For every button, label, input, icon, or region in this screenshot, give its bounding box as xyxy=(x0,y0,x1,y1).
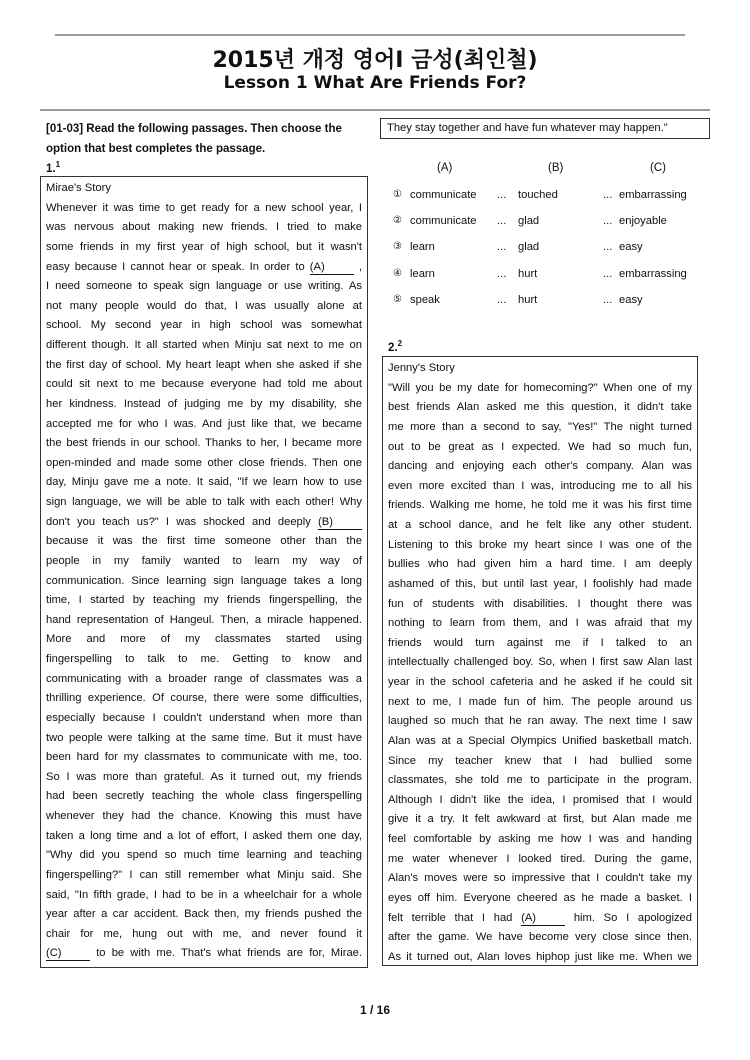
instructions: [01-03] Read the following passages. Then choose the option that best completes the passage. xyxy=(46,123,342,155)
text-line: thrilling experience. Of course, there were some difficulties, xyxy=(46,692,362,705)
text-line: Listening to this broke my heart since I was one of the xyxy=(388,538,692,551)
text-line xyxy=(46,944,362,964)
text-line: Since my teacher knew that I had bullied some xyxy=(388,754,692,767)
text-line xyxy=(388,909,692,929)
text-line: chair for me, hung out with me, and never found it xyxy=(46,927,362,940)
text-line: Whenever it was time to get ready for a new school year, I xyxy=(46,201,362,214)
ellipsis: ... xyxy=(603,293,613,306)
text-line: not many people would do that, I was usually alone at xyxy=(46,299,362,312)
option-header-b: (B) xyxy=(548,162,564,174)
option-a: speak xyxy=(410,293,440,306)
text-line: different though. It all started when Minju sat next to me on xyxy=(46,339,362,351)
text-line: communication. Since learning sign language takes a long xyxy=(46,574,362,587)
text-line: time, I started by teaching my friends fingerspelling, the xyxy=(46,594,362,607)
ellipsis: ... xyxy=(603,241,613,254)
option-a: learn xyxy=(410,241,435,254)
option-b: hurt xyxy=(518,267,538,280)
passage-continuation-box xyxy=(380,118,710,139)
option-header-c: (C) xyxy=(650,162,666,174)
text-line: Alan's moves were so impressive that I couldn't take my xyxy=(388,872,692,885)
text-line: could sit next to me because everyone had told me about xyxy=(46,378,362,391)
text-line: "Why did you spend so much time learning and teaching xyxy=(46,849,362,862)
answer-blank: (B) xyxy=(318,515,362,530)
footnote-marker: 1 xyxy=(55,160,61,169)
line-text: to be with me. That's what friends are for, Mirae. xyxy=(96,947,362,960)
ellipsis: ... xyxy=(497,267,507,280)
answer-blank: (A) xyxy=(521,911,565,926)
text-line: "Will you be my date for homecoming?" When one of my xyxy=(388,381,692,394)
question-number: 2. xyxy=(388,341,398,354)
option-c: enjoyable xyxy=(619,215,667,228)
text-line: As it turned out, Alan loves hiphop just like me. When we xyxy=(388,950,692,963)
question-1-number xyxy=(46,160,60,175)
option-number: ④ xyxy=(393,267,402,279)
text-line: her kindness. Instead of judging me by my disability, she xyxy=(46,397,362,410)
text-line: hand representation of Hangeul. Then, a miracle happened. xyxy=(46,613,362,626)
text-line: at a school dance, and he felt like any other student. xyxy=(388,519,692,531)
option-a: learn xyxy=(410,267,435,280)
text-line: taken a long time and a lot of effort, I asked them one day, xyxy=(46,829,362,842)
option-header-a: (A) xyxy=(437,162,453,174)
text-line: More and more of my classmates started using xyxy=(46,633,362,646)
ellipsis: ... xyxy=(497,215,507,228)
text-line: year in the school cafeteria and he asked if he could sit xyxy=(388,676,692,688)
option-b: touched xyxy=(518,189,558,201)
question-2-number xyxy=(388,339,402,354)
text-line: nothing to learn from them, and I was afraid that my xyxy=(388,617,692,630)
text-line: especially because I couldn't understand when more than xyxy=(46,711,362,724)
line-text: easy because I cannot hear or speak. In order to xyxy=(46,260,305,273)
text-line: open-minded and made some other close friends. Then one xyxy=(46,456,362,469)
option-number: ① xyxy=(393,189,402,200)
text-line: dancing and enjoying each other's company. Alan was xyxy=(388,460,692,473)
option-c: easy xyxy=(619,241,643,254)
line-text: don't you teach us?" I was shocked and deeply xyxy=(46,515,311,528)
text-line: out to be great as I expected. We had so much fun, xyxy=(388,440,692,453)
text-line: laughed so much that he ran away. The next time I saw xyxy=(388,715,692,728)
text-line: the best friends in our school. Thanks to her, I became more xyxy=(46,437,362,450)
lesson-title: Lesson 1 What Are Friends For? xyxy=(223,73,527,93)
ellipsis: ... xyxy=(497,241,507,254)
answer-blank: (C) xyxy=(46,946,90,961)
text-line: two people were talking at the same time. But it must have xyxy=(46,731,362,744)
story-title: Mirae's Story xyxy=(46,182,111,194)
option-number: ⑤ xyxy=(393,293,402,305)
text-line: fun of students with disabilities. I thought there was xyxy=(388,597,692,610)
page-number: 1 / 16 xyxy=(359,1003,391,1017)
text-line: So I was more than grateful. As it turned out, my friends xyxy=(46,770,362,783)
ellipsis: ... xyxy=(603,215,613,228)
ellipsis: ... xyxy=(603,189,613,201)
page-title: 2015년 개정 영어I 금성(최인철) xyxy=(212,48,538,73)
text-line: been hard for my classmates to communicate with me, too. xyxy=(46,751,362,764)
option-b: hurt xyxy=(518,293,538,306)
text-line: some friends in my first year of high school, but it wasn't xyxy=(46,240,362,253)
text-line: friends would turn against me if I talked to an xyxy=(388,636,692,649)
text-line: was nervous about making new friends. I tried to make xyxy=(46,221,362,234)
text-line: bullies who had given him a hard time. I am deeply xyxy=(388,558,692,571)
passage-box-jenny xyxy=(382,356,698,966)
option-c: embarrassing xyxy=(619,267,687,280)
text-line: accepted me for who I was. And just like that, we became xyxy=(46,417,362,430)
text-line: fingerspelling to talk to me. Getting to know and xyxy=(46,653,362,665)
option-b: glad xyxy=(518,241,540,254)
answer-blank: (A) xyxy=(310,260,354,275)
text-line: best friends Alan asked me this question, it didn't take xyxy=(388,401,692,414)
text-line: communicating with a broader range of classmates was a xyxy=(46,672,362,685)
text-line: because it was the first time someone other than the xyxy=(46,535,362,548)
ellipsis: ... xyxy=(497,189,507,201)
text-line: year after a car accident. Back then, my friends pushed the xyxy=(46,908,362,921)
text-line: me more than a second to say, "Yes!" The night turned xyxy=(388,420,692,433)
option-c: easy xyxy=(619,293,643,306)
text-line xyxy=(46,513,362,533)
text-line: friends. Walking me home, he told me it was his first time xyxy=(388,499,692,512)
text-line: classmates, she told me to participate in the program. xyxy=(388,774,692,787)
text-line: feel comfortable by asking me how I was and handing xyxy=(388,833,692,845)
text-line: school. My second year in high school was somewhat xyxy=(46,319,362,332)
text-line xyxy=(46,258,362,278)
option-a: communicate xyxy=(410,189,477,201)
line-text: , xyxy=(358,260,362,273)
line-text: him. So I apologized xyxy=(573,911,692,924)
quote-text: They stay together and have fun whatever may happen." xyxy=(387,122,668,134)
footnote-marker: 2 xyxy=(397,339,403,348)
text-line: whenever they had the chance. Knowing this must have xyxy=(46,810,362,822)
text-line: had been secretly teaching the whole class fingerspelling xyxy=(46,790,362,803)
text-line: fingerspelling?" I can still remember what Minju said. She xyxy=(46,868,362,881)
option-number: ② xyxy=(393,215,402,227)
story-title: Jenny's Story xyxy=(388,362,455,374)
option-b: glad xyxy=(518,215,540,228)
text-line: even more excited than I was, introducing me to all his xyxy=(388,479,692,492)
text-line: sign language, we will be able to talk with each other! Why xyxy=(46,496,362,508)
text-line: I need someone to speak sign language or use writing. As xyxy=(46,280,362,293)
text-line: Although I didn't like the idea, I promised that I would xyxy=(388,793,692,806)
text-line: me water whenever I looked tired. During the game, xyxy=(388,852,692,865)
option-number: ③ xyxy=(393,241,402,253)
text-line: Alan was at a Special Olympics Unified basketball match. xyxy=(388,734,692,747)
passage-box-mirae xyxy=(40,176,368,968)
text-line: intellectually challenged boy. So, when I first saw Alan last xyxy=(388,656,692,669)
option-c: embarrassing xyxy=(619,189,687,201)
text-line: after the game. We have become very close since then. xyxy=(388,931,692,944)
text-line: the first day of school. My heart leapt when she asked if she xyxy=(46,358,362,371)
line-text: felt terrible that I had xyxy=(388,911,513,924)
text-line: said, "In fifth grade, I had to be in a wheelchair for a whole xyxy=(46,888,362,901)
text-line: people in my family wanted to learn my way of xyxy=(46,554,362,567)
top-rule xyxy=(55,34,685,36)
text-line: next to me, I made fun of him. The people around us xyxy=(388,695,692,708)
ellipsis: ... xyxy=(497,293,507,306)
header-rule xyxy=(40,109,710,111)
ellipsis: ... xyxy=(603,267,613,280)
text-line: eyes off him. Everyone cheered as he made a basket. I xyxy=(388,891,692,904)
text-line: ashamed of this, but until last year, I foolishly had made xyxy=(388,577,692,590)
text-line: give it a try. It felt awkward at first, but Alan made me xyxy=(388,813,692,826)
question-number: 1. xyxy=(46,162,56,175)
text-line: day, Minju gave me a note. It said, "If we learn how to use xyxy=(46,476,362,489)
option-a: communicate xyxy=(410,215,477,228)
